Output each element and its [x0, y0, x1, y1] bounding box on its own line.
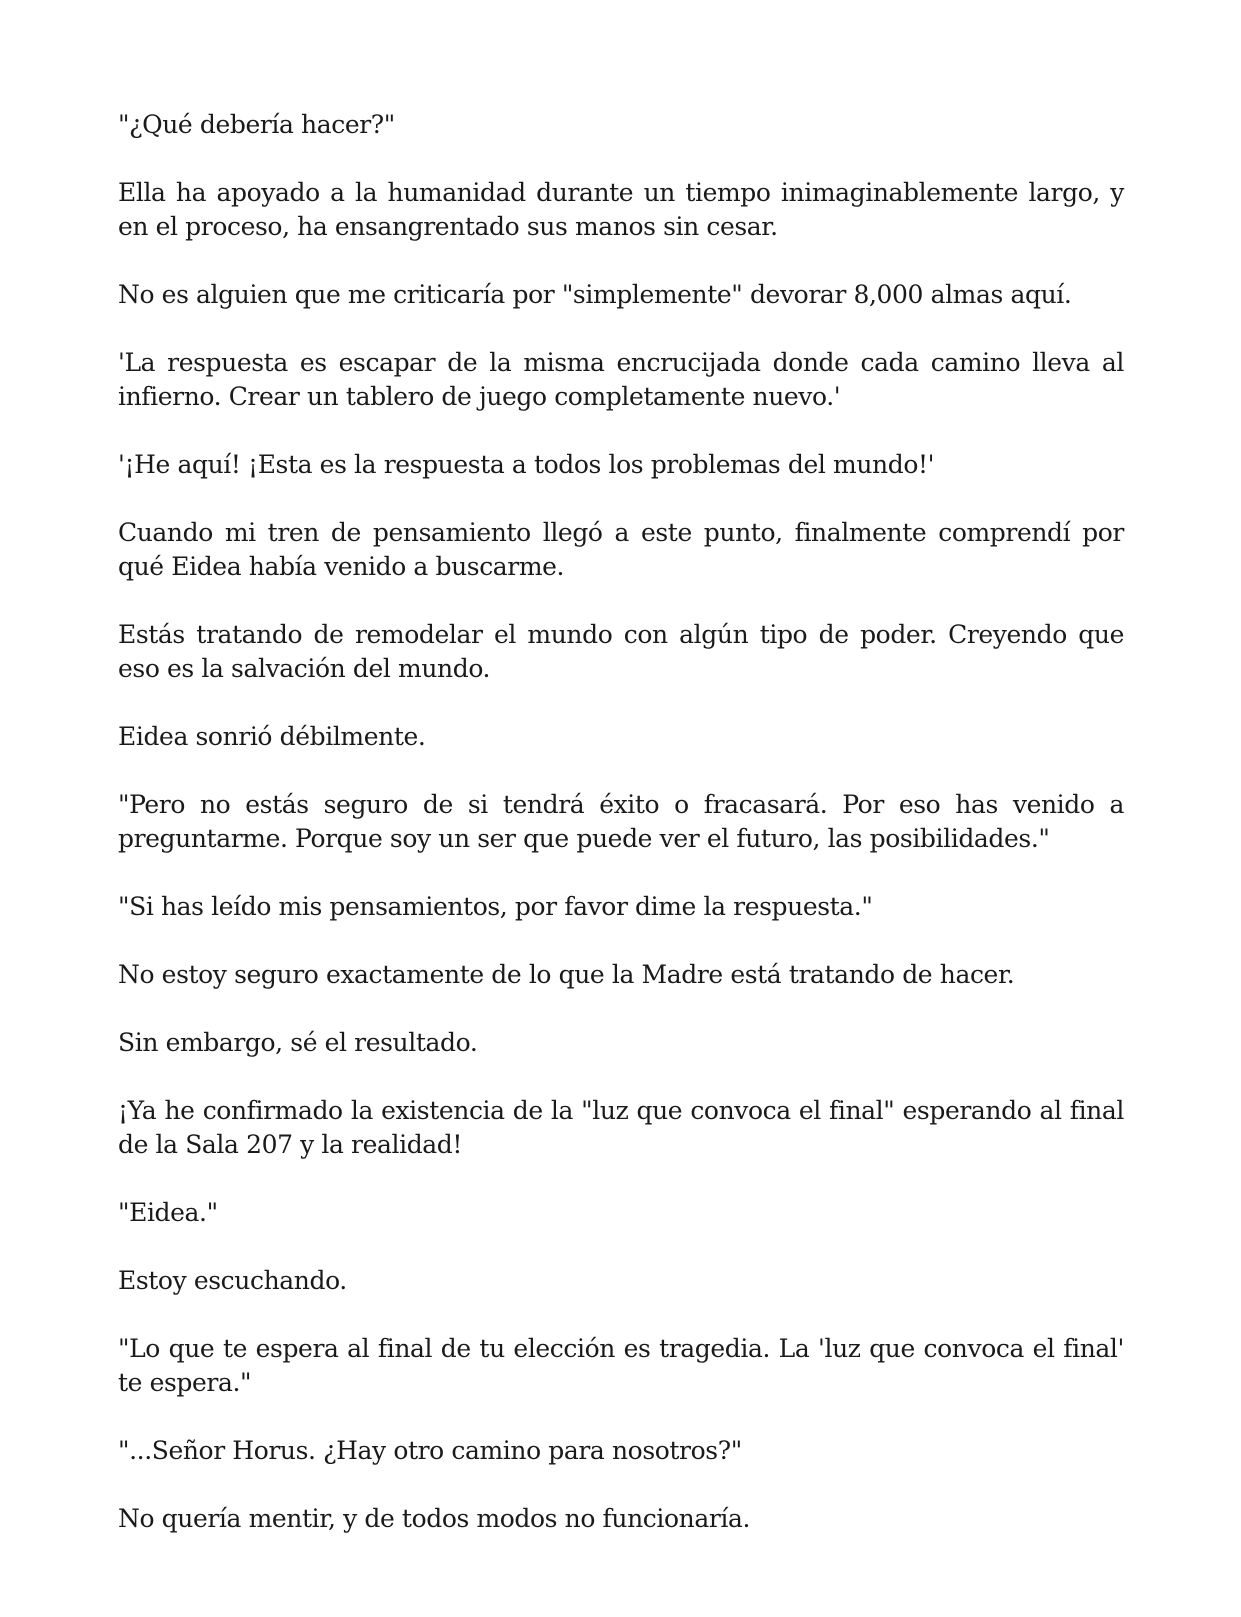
paragraph: Estás tratando de remodelar el mundo con algún tipo de poder. Creyendo que eso es la salvación del mundo. — [118, 620, 1124, 683]
paragraph: Sin embargo, sé el resultado. — [118, 1028, 478, 1057]
paragraph: "¿Qué debería hacer?" — [118, 110, 395, 139]
paragraph: No es alguien que me criticaría por "simplemente" devorar 8,000 almas aquí. — [118, 280, 1072, 309]
paragraph: '¡He aquí! ¡Esta es la respuesta a todos los problemas del mundo!' — [118, 450, 935, 479]
paragraph: "Pero no estás seguro de si tendrá éxito o fracasará. Por eso has venido a preguntarme. Porque soy un ser que puede ver el futuro, las posibilidades." — [118, 790, 1124, 853]
paragraph: ¡Ya he confirmado la existencia de la "luz que convoca el final" esperando al final de la Sala 207 y la realidad! — [118, 1096, 1124, 1159]
paragraph: "...Señor Horus. ¿Hay otro camino para nosotros?" — [118, 1436, 742, 1465]
paragraph: Eidea sonrió débilmente. — [118, 722, 426, 751]
paragraph: "Eidea." — [118, 1198, 218, 1227]
paragraph: "Lo que te espera al final de tu elección es tragedia. La 'luz que convoca el final' te espera." — [118, 1334, 1124, 1397]
paragraph: Ella ha apoyado a la humanidad durante un tiempo inimaginablemente largo, y en el proceso, ha ensangrentado sus manos sin cesar. — [118, 178, 1124, 241]
paragraph: Cuando mi tren de pensamiento llegó a este punto, finalmente comprendí por qué Eidea había venido a buscarme. — [118, 518, 1124, 581]
paragraph: No quería mentir, y de todos modos no funcionaría. — [118, 1504, 751, 1533]
text-column — [118, 108, 1124, 1570]
paragraph: 'La respuesta es escapar de la misma encrucijada donde cada camino lleva al infierno. Crear un tablero de juego completamente nuevo.' — [118, 348, 1124, 411]
paragraph: No estoy seguro exactamente de lo que la Madre está tratando de hacer. — [118, 960, 1015, 989]
paragraph: "Si has leído mis pensamientos, por favor dime la respuesta." — [118, 892, 873, 921]
paragraph: Estoy escuchando. — [118, 1266, 347, 1295]
